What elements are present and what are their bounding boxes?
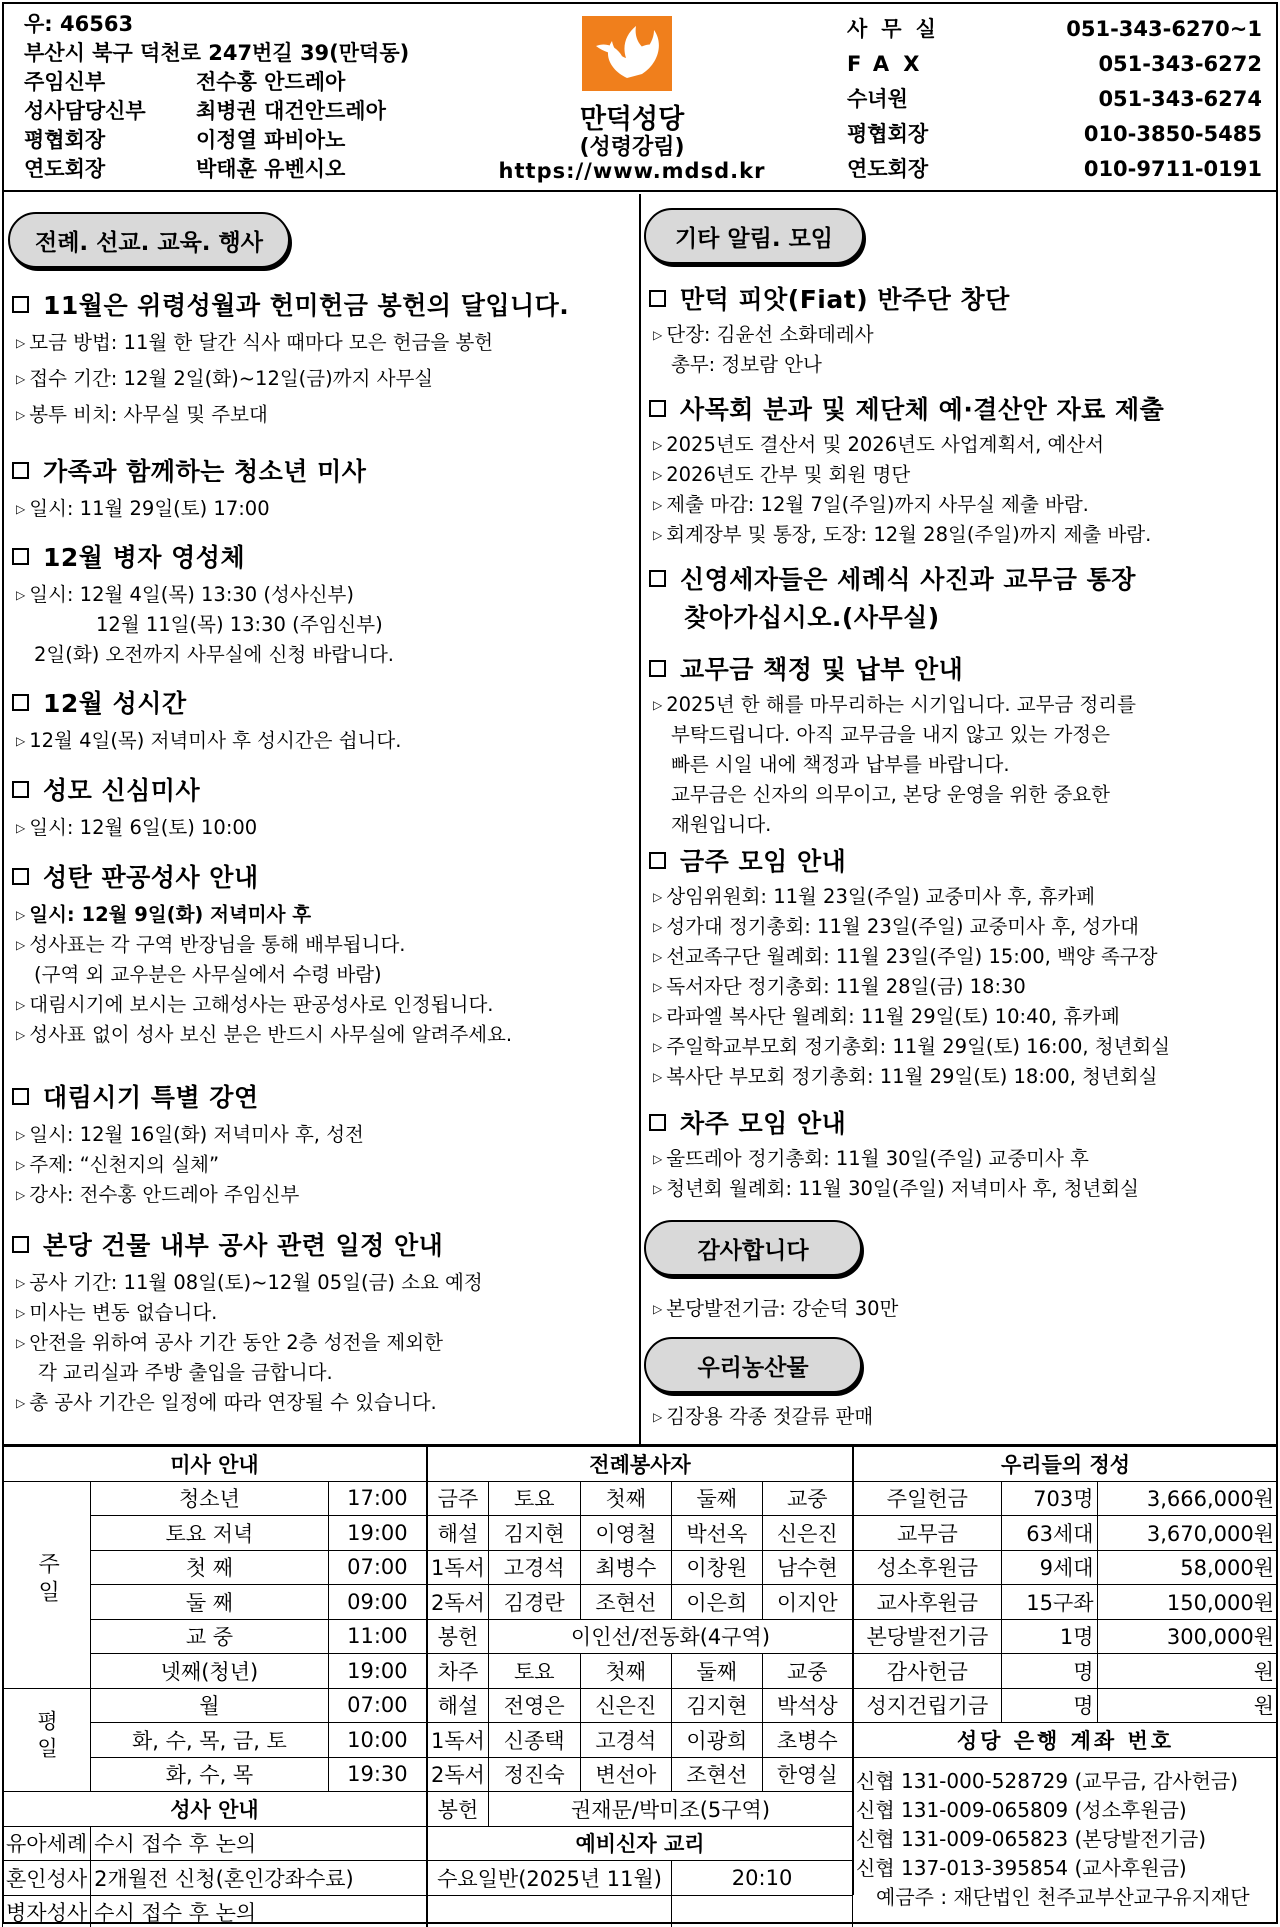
notice-item: 미사는 변동 없습니다.: [29, 1301, 218, 1324]
offering-amount: 3,666,000원: [1097, 1481, 1277, 1516]
triangle-bullet-icon: ▷: [16, 1336, 26, 1350]
church-name: 만덕성당: [579, 104, 685, 135]
council-name: 이정열 파비아노: [196, 128, 346, 152]
mass-time: 19:30: [328, 1757, 426, 1792]
notice-title: 대림시기 특별 강연: [43, 1083, 259, 1112]
sacrament-info: 수시 접수 후 논의: [91, 1826, 427, 1861]
server: 변선아: [580, 1757, 672, 1792]
notice-item: 독서자단 정기총회: 11월 28일(금) 18:30: [666, 975, 1026, 998]
sacrament-info: 2개월전 신청(혼인강좌수료): [91, 1861, 427, 1896]
priest-name: 최병권 대건안드레아: [196, 99, 386, 123]
triangle-bullet-icon: ▷: [16, 734, 26, 748]
postal-code: 우: 46563: [24, 12, 134, 36]
triangle-bullet-icon: ▷: [16, 998, 26, 1012]
mass-time: 09:00: [328, 1585, 426, 1620]
church-info: [24, 10, 409, 184]
notice-budget-submission: [649, 390, 1272, 550]
mass-time: 19:00: [328, 1654, 426, 1689]
notice-item: 2일(화) 오전까지 사무실에 신청 바랍니다.: [34, 643, 395, 666]
notice-item: 일시: 12월 4일(목) 13:30 (성사신부): [29, 583, 354, 606]
notice-marian-mass: [12, 771, 634, 843]
notice-title: 성모 신심미사: [43, 776, 201, 805]
produce-list: [649, 1402, 1272, 1432]
triangle-bullet-icon: ▷: [653, 1182, 663, 1196]
triangle-bullet-icon: ▷: [653, 890, 663, 904]
notice-item: 청년회 월례회: 11월 30일(주일) 저녁미사 후, 청년회실: [666, 1177, 1139, 1200]
offertory-servers: 이인선/전동화(4구역): [488, 1619, 852, 1654]
offering-count: 1명: [1001, 1619, 1097, 1654]
server: 고경석: [488, 1550, 580, 1585]
mass-name: 둘 째: [91, 1585, 329, 1620]
mass-name: 월: [91, 1688, 329, 1723]
triangle-bullet-icon: ▷: [653, 698, 663, 712]
sacrament-title: 성사 안내: [3, 1792, 427, 1827]
mass-name: 첫 째: [91, 1550, 329, 1585]
notice-item: 성사표는 각 구역 반장님을 통해 배부됩니다.: [29, 933, 406, 956]
offering-count: 15구좌: [1001, 1585, 1097, 1620]
checkbox-bullet-icon: [649, 660, 666, 677]
account-holder: 예금주 : 재단법인 천주교부산교구유지재단: [876, 1885, 1250, 1909]
mass-name: 청소년: [91, 1481, 329, 1516]
mass-col: 교중: [762, 1481, 852, 1516]
mass-time: 19:00: [328, 1516, 426, 1551]
right-column: [641, 194, 1278, 1444]
triangle-bullet-icon: ▷: [16, 588, 26, 602]
triangle-bullet-icon: ▷: [653, 498, 663, 512]
bank-account: 신협 131-009-065809 (성소후원금): [856, 1798, 1187, 1822]
catechumen-time: 20:10: [672, 1861, 853, 1896]
server: 초병수: [762, 1723, 852, 1758]
church-subtitle: (성령강림): [579, 135, 685, 160]
triangle-bullet-icon: ▷: [16, 336, 26, 350]
triangle-bullet-icon: ▷: [653, 980, 663, 994]
notice-item: 대림시기에 보시는 고해성사는 판공성사로 인정됩니다.: [29, 993, 494, 1016]
triangle-bullet-icon: ▷: [16, 372, 26, 386]
server: 이영철: [580, 1516, 672, 1551]
role: 봉헌: [428, 1792, 489, 1827]
office-label: 사무실: [847, 17, 950, 41]
pastor-label: 주임신부: [24, 70, 106, 94]
notice-advent-lecture: [12, 1078, 634, 1210]
notice-item: 모금 방법: 11월 한 달간 식사 때마다 모은 헌금을 봉헌: [29, 331, 494, 354]
mass-col: 교중: [762, 1654, 852, 1689]
notice-title: 본당 건물 내부 공사 관련 일정 안내: [43, 1231, 444, 1260]
left-column: [2, 194, 640, 1444]
pastor-name: 전수홍 안드레아: [196, 70, 346, 94]
checkbox-bullet-icon: [12, 1088, 29, 1105]
server: 김지현: [488, 1516, 580, 1551]
notice-item: 주제: “신천지의 실체”: [29, 1153, 220, 1176]
notice-item: 선교족구단 월례회: 11월 23일(주일) 15:00, 백양 족구장: [666, 945, 1158, 968]
office-phone: 051-343-6270~1: [1066, 17, 1262, 41]
notice-item: 울뜨레아 정기총회: 11월 30일(주일) 교중미사 후: [666, 1147, 1089, 1170]
triangle-bullet-icon: ▷: [16, 1306, 26, 1320]
offering-type: 주일헌금: [854, 1481, 1002, 1516]
notice-item: 상임위원회: 11월 23일(주일) 교중미사 후, 휴카페: [666, 885, 1096, 908]
notice-item: 회계장부 및 통장, 도장: 12월 28일(주일)까지 제출 바람.: [666, 523, 1152, 546]
server: 전영은: [488, 1688, 580, 1723]
server: 한영실: [762, 1757, 852, 1792]
notice-title: 사목회 분과 및 제단체 예·결산안 자료 제출: [680, 395, 1165, 424]
offering-count: 명: [1001, 1688, 1097, 1723]
week-label: 금주: [428, 1481, 489, 1516]
server: 조현선: [672, 1757, 762, 1792]
offering-amount: 150,000원: [1097, 1585, 1277, 1620]
triangle-bullet-icon: ▷: [16, 502, 26, 516]
checkbox-bullet-icon: [12, 548, 29, 565]
server: 이지안: [762, 1585, 852, 1620]
notice-item: 안전을 위하여 공사 기간 동안 2층 성전을 제외한: [29, 1331, 443, 1354]
notice-item: 공사 기간: 11월 08일(토)~12월 05일(금) 소요 예정: [29, 1271, 483, 1294]
mass-col: 첫째: [580, 1481, 672, 1516]
server: 김지현: [672, 1688, 762, 1723]
checkbox-bullet-icon: [649, 290, 666, 307]
notice-item: 일시: 12월 9일(화) 저녁미사 후: [29, 903, 312, 926]
offering-amount: 300,000원: [1097, 1619, 1277, 1654]
triangle-bullet-icon: ▷: [16, 821, 26, 835]
notice-title: 만덕 피앗(Fiat) 반주단 창단: [680, 285, 1010, 314]
notice-item: 봉투 비치: 사무실 및 주보대: [29, 403, 268, 426]
notice-item: 각 교리실과 주방 출입을 금합니다.: [38, 1361, 333, 1384]
mass-time: 10:00: [328, 1723, 426, 1758]
notice-item: 일시: 11월 29일(토) 17:00: [29, 497, 270, 520]
triangle-bullet-icon: ▷: [653, 528, 663, 542]
produce-item: 김장용 각종 젓갈류 판매: [666, 1405, 874, 1428]
fax-label: FAX: [847, 52, 934, 76]
role: 1독서: [428, 1550, 489, 1585]
convent-label: 수녀원: [847, 87, 908, 111]
server: 박석상: [762, 1688, 852, 1723]
triangle-bullet-icon: ▷: [16, 1276, 26, 1290]
checkbox-bullet-icon: [649, 1114, 666, 1131]
notice-item: 일시: 12월 16일(화) 저녁미사 후, 성전: [29, 1123, 364, 1146]
mass-name: 넷째(청년): [91, 1654, 329, 1689]
catechumen-title: 예비신자 교리: [428, 1826, 853, 1861]
yeondo-phone: 010-9711-0191: [1083, 157, 1262, 181]
mass-col: 둘째: [672, 1481, 762, 1516]
thanks-list: [649, 1294, 1272, 1324]
triangle-bullet-icon: ▷: [653, 1070, 663, 1084]
mass-time: 17:00: [328, 1481, 426, 1516]
mass-col: 토요: [488, 1481, 580, 1516]
notice-item: 제출 마감: 12월 7일(주일)까지 사무실 제출 바람.: [666, 493, 1089, 516]
notice-parish-dues: [649, 650, 1272, 840]
notice-item: 12월 4일(목) 저녁미사 후 성시간은 쉽니다.: [29, 729, 402, 752]
yeondo-phone-label: 연도회장: [847, 157, 929, 181]
notice-item: 총 공사 기간은 일정에 따라 연장될 수 있습니다.: [29, 1391, 437, 1414]
triangle-bullet-icon: ▷: [653, 468, 663, 482]
notice-item: 재원입니다.: [671, 813, 772, 836]
sunday-label: 주일: [3, 1481, 91, 1688]
notice-next-week-meetings: [649, 1104, 1272, 1204]
offering-count: 63세대: [1001, 1516, 1097, 1551]
notice-item: 성사표 없이 성사 보신 분은 반드시 사무실에 알려주세요.: [29, 1023, 513, 1046]
offering-count: 명: [1001, 1654, 1097, 1689]
server: 이창원: [672, 1550, 762, 1585]
mass-col: 둘째: [672, 1654, 762, 1689]
notice-sick-communion: [12, 538, 634, 670]
week-label: 차주: [428, 1654, 489, 1689]
other-notices-heading: 기타 알림. 모임: [644, 208, 864, 264]
offering-type: 성지건립기금: [854, 1688, 1002, 1723]
checkbox-bullet-icon: [12, 868, 29, 885]
mass-name: 화, 수, 목: [91, 1757, 329, 1792]
triangle-bullet-icon: ▷: [653, 1302, 663, 1316]
offering-type: 교무금: [854, 1516, 1002, 1551]
liturgy-servers-table: [427, 1446, 853, 1927]
notice-item: 교무금은 신자의 의무이고, 본당 운영을 위한 중요한: [671, 783, 1110, 806]
triangle-bullet-icon: ▷: [653, 1040, 663, 1054]
liturgy-heading: 전례. 선교. 교육. 행사: [8, 212, 290, 268]
produce-heading: 우리농산물: [644, 1337, 862, 1393]
mass-col: 첫째: [580, 1654, 672, 1689]
triangle-bullet-icon: ▷: [653, 920, 663, 934]
server: 신종택: [488, 1723, 580, 1758]
notice-item: 2025년도 결산서 및 2026년도 사업계획서, 예산서: [666, 433, 1105, 456]
notice-item: 총무: 정보람 안나: [671, 353, 822, 376]
sacrament-name: 유아세례: [3, 1826, 91, 1861]
offertory-servers: 권재문/박미조(5구역): [488, 1792, 852, 1827]
triangle-bullet-icon: ▷: [16, 408, 26, 422]
mass-time: 07:00: [328, 1688, 426, 1723]
dove-flame-logo-icon: [582, 16, 672, 91]
notice-item: 접수 기간: 12월 2일(화)~12일(금)까지 사무실: [29, 367, 434, 390]
notice-title: 성탄 판공성사 안내: [43, 863, 259, 892]
server: 이은희: [672, 1585, 762, 1620]
notice-title: 12월 성시간: [43, 689, 187, 718]
triangle-bullet-icon: ▷: [16, 1188, 26, 1202]
notice-title: 가족과 함께하는 청소년 미사: [43, 457, 367, 486]
notice-newly-baptized: [649, 560, 1272, 634]
server: 이광희: [672, 1723, 762, 1758]
notice-title: 차주 모임 안내: [680, 1109, 847, 1138]
address: 부산시 북구 덕천로 247번길 39(만덕동): [24, 41, 410, 65]
mass-name: 토요 저녁: [91, 1516, 329, 1551]
role: 2독서: [428, 1585, 489, 1620]
offering-amount: 3,670,000원: [1097, 1516, 1277, 1551]
yeondo-name: 박태훈 유벤시오: [196, 157, 346, 181]
notice-title: 금주 모임 안내: [680, 847, 847, 876]
checkbox-bullet-icon: [12, 1236, 29, 1253]
role: 봉헌: [428, 1619, 489, 1654]
sacrament-name: 병자성사: [3, 1895, 91, 1927]
server: 신은진: [762, 1516, 852, 1551]
offering-type: 본당발전기금: [854, 1619, 1002, 1654]
offering-type: 감사헌금: [854, 1654, 1002, 1689]
triangle-bullet-icon: ▷: [653, 328, 663, 342]
notice-this-week-meetings: [649, 842, 1272, 1092]
triangle-bullet-icon: ▷: [16, 908, 26, 922]
notice-item: 2026년도 간부 및 회원 명단: [666, 463, 911, 486]
role: 2독서: [428, 1757, 489, 1792]
notice-item: 부탁드립니다. 아직 교무금을 내지 않고 있는 가정은: [671, 723, 1110, 746]
empty-cell: [428, 1895, 672, 1927]
notice-fiat: [649, 280, 1272, 380]
council-phone-label: 평협회장: [847, 122, 929, 146]
catechumen-class: 수요일반(2025년 11월): [428, 1861, 672, 1896]
mass-time: 07:00: [328, 1550, 426, 1585]
checkbox-bullet-icon: [12, 462, 29, 479]
bank-account-title: 성당 은행 계좌 번호: [854, 1723, 1278, 1758]
checkbox-bullet-icon: [12, 694, 29, 711]
server: 조현선: [580, 1585, 672, 1620]
offering-amount: 원: [1097, 1654, 1277, 1689]
weekday-label: 평일: [3, 1688, 91, 1792]
thanks-item: 본당발전기금: 강순덕 30만: [666, 1297, 899, 1320]
convent-phone: 051-343-6274: [1098, 87, 1262, 111]
triangle-bullet-icon: ▷: [16, 1028, 26, 1042]
offering-count: 9세대: [1001, 1550, 1097, 1585]
yeondo-label: 연도회장: [24, 157, 106, 181]
offering-table-title: 우리들의 정성: [854, 1447, 1278, 1482]
notice-item: 2025년 한 해를 마무리하는 시기입니다. 교무금 정리를: [666, 693, 1136, 716]
notice-item: 복사단 부모회 정기총회: 11월 29일(토) 18:00, 청년회실: [666, 1065, 1158, 1088]
checkbox-bullet-icon: [649, 852, 666, 869]
offering-amount: 원: [1097, 1688, 1277, 1723]
notice-item: 단장: 김윤선 소화데레사: [666, 323, 874, 346]
checkbox-bullet-icon: [649, 400, 666, 417]
server: 신은진: [580, 1688, 672, 1723]
triangle-bullet-icon: ▷: [16, 1128, 26, 1142]
triangle-bullet-icon: ▷: [16, 938, 26, 952]
triangle-bullet-icon: ▷: [653, 1410, 663, 1424]
mass-schedule-table: [2, 1446, 427, 1927]
sacrament-name: 혼인성사: [3, 1861, 91, 1896]
notice-item: 라파엘 복사단 월례회: 11월 29일(토) 10:40, 휴카페: [666, 1005, 1120, 1028]
server: 고경석: [580, 1723, 672, 1758]
mass-name: 교 중: [91, 1619, 329, 1654]
offering-amount: 58,000원: [1097, 1550, 1277, 1585]
triangle-bullet-icon: ▷: [653, 1152, 663, 1166]
triangle-bullet-icon: ▷: [653, 1010, 663, 1024]
notice-item: 주일학교부모회 정기총회: 11월 29일(토) 16:00, 청년회실: [666, 1035, 1171, 1058]
header: [2, 2, 1278, 192]
notice-holy-hour: [12, 684, 634, 756]
triangle-bullet-icon: ▷: [653, 438, 663, 452]
server: 정진숙: [488, 1757, 580, 1792]
mass-name: 화, 수, 목, 금, 토: [91, 1723, 329, 1758]
notice-christmas-confession: [12, 858, 634, 1050]
council-label: 평협회장: [24, 128, 106, 152]
notice-item: 강사: 전수홍 안드레아 주임신부: [29, 1183, 300, 1206]
notice-item: 빠른 시일 내에 책정과 납부를 바랍니다.: [671, 753, 1010, 776]
council-phone: 010-3850-5485: [1083, 122, 1262, 146]
priest-label: 성사담당신부: [24, 99, 146, 123]
bank-account: 신협 131-009-065823 (본당발전기금): [856, 1827, 1207, 1851]
notice-title: 12월 병자 영성체: [43, 543, 246, 572]
offering-type: 교사후원금: [854, 1585, 1002, 1620]
mass-col: 토요: [488, 1654, 580, 1689]
thanks-heading: 감사합니다: [644, 1220, 862, 1276]
empty-cell: [672, 1895, 853, 1927]
fax-number: 051-343-6272: [1098, 52, 1262, 76]
mass-table-title: 미사 안내: [3, 1447, 427, 1482]
role: 해설: [428, 1516, 489, 1551]
offering-type: 성소후원금: [854, 1550, 1002, 1585]
sacrament-info: 수시 접수 후 논의: [91, 1895, 427, 1927]
server: 김경란: [488, 1585, 580, 1620]
triangle-bullet-icon: ▷: [16, 1158, 26, 1172]
offering-count: 703명: [1001, 1481, 1097, 1516]
notice-title-continued: 찾아가십시오.(사무실): [684, 603, 940, 632]
checkbox-bullet-icon: [649, 570, 666, 587]
mass-time: 11:00: [328, 1619, 426, 1654]
role: 해설: [428, 1688, 489, 1723]
notice-title: 신영세자들은 세례식 사진과 교무금 통장: [680, 565, 1136, 594]
bank-account-list: [856, 1767, 1250, 1912]
notice-november: [12, 286, 634, 430]
triangle-bullet-icon: ▷: [653, 950, 663, 964]
server: 박선옥: [672, 1516, 762, 1551]
liturgy-table-title: 전례봉사자: [428, 1447, 853, 1482]
church-url[interactable]: https://www.mdsd.kr: [498, 159, 766, 183]
notice-title: 11월은 위령성월과 헌미헌금 봉헌의 달입니다.: [43, 291, 570, 320]
checkbox-bullet-icon: [12, 296, 29, 313]
notice-youth-mass: [12, 452, 634, 524]
role: 1독서: [428, 1723, 489, 1758]
notice-title: 교무금 책정 및 납부 안내: [680, 655, 964, 684]
server: 최병수: [580, 1550, 672, 1585]
notice-item: 성가대 정기총회: 11월 23일(주일) 교중미사 후, 성가대: [666, 915, 1139, 938]
notice-item: 일시: 12월 6일(토) 10:00: [29, 816, 258, 839]
bank-account: 신협 131-000-528729 (교무금, 감사헌금): [856, 1769, 1239, 1793]
notice-construction: [12, 1226, 634, 1418]
checkbox-bullet-icon: [12, 781, 29, 798]
bank-account: 신협 137-013-395854 (교사후원금): [856, 1856, 1187, 1880]
notice-item: 12월 11일(목) 13:30 (주임신부): [96, 613, 383, 636]
triangle-bullet-icon: ▷: [16, 1396, 26, 1410]
contact-info: [847, 12, 1262, 187]
notice-item: (구역 외 교우분은 사무실에서 수령 바람): [34, 963, 382, 986]
server: 남수현: [762, 1550, 852, 1585]
